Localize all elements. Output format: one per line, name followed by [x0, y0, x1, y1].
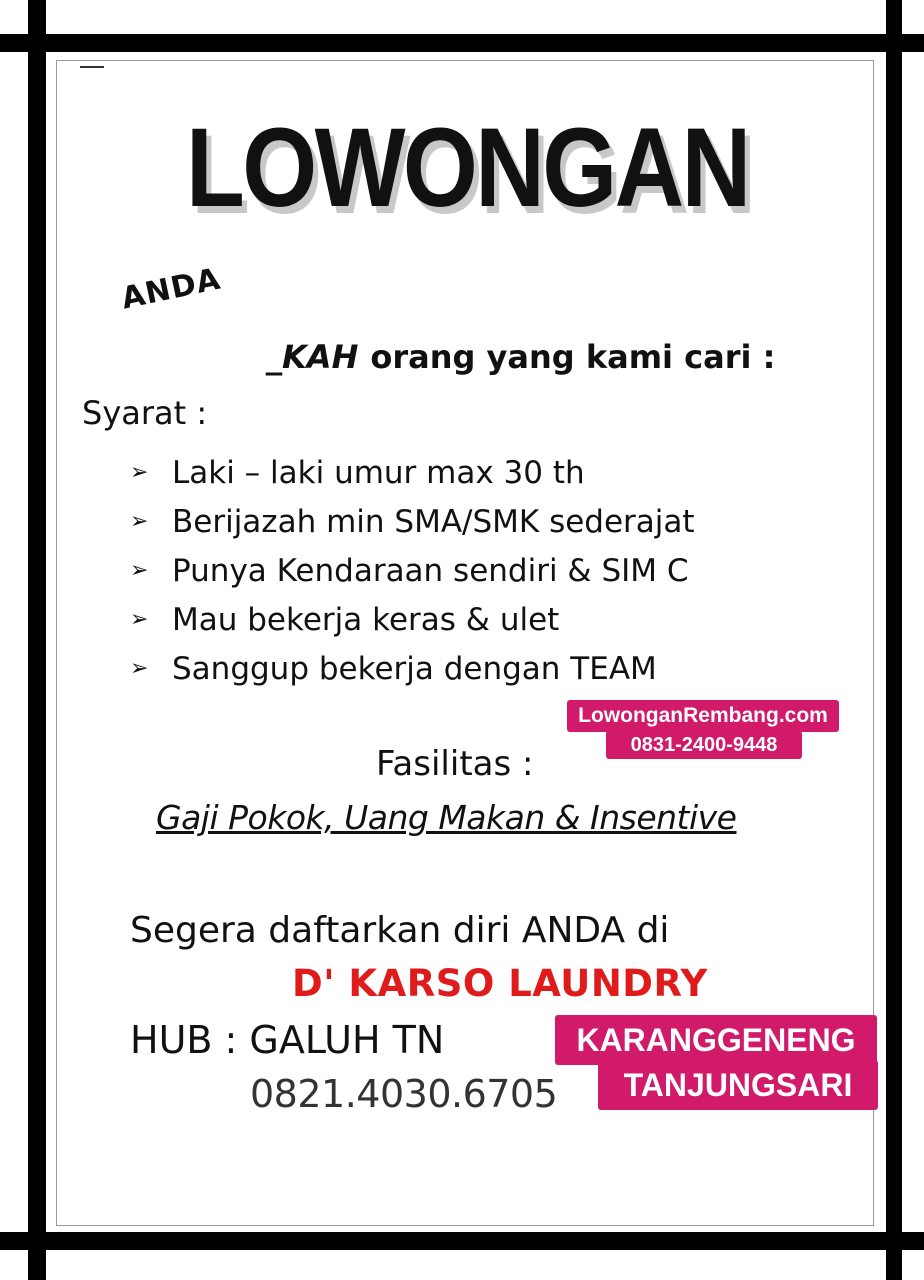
requirement-text: Berijazah min SMA/SMK sederajat	[172, 503, 695, 540]
tagline	[266, 338, 775, 376]
frame-bar-left	[28, 0, 46, 1280]
headline: LOWONGAN	[186, 105, 749, 230]
list-item	[130, 497, 695, 546]
tagline-rest: orang yang kami cari :	[370, 338, 776, 376]
list-item	[130, 644, 695, 693]
requirement-text: Punya Kendaraan sendiri & SIM C	[172, 552, 689, 589]
facilities-value: Gaji Pokok, Uang Makan & Insentive	[156, 798, 737, 837]
arrowhead-bullet-icon: ➢	[130, 460, 149, 485]
tagline-kah: _KAH	[266, 338, 359, 376]
frame-bar-top	[0, 34, 924, 52]
requirement-text: Sanggup bekerja dengan TEAM	[172, 650, 657, 687]
arrowhead-bullet-icon: ➢	[130, 656, 149, 681]
requirements-label: Syarat :	[82, 394, 208, 432]
requirement-text: Mau bekerja keras & ulet	[172, 601, 560, 638]
corner-mark	[80, 66, 104, 68]
list-item	[130, 595, 695, 644]
requirement-text: Laki – laki umur max 30 th	[172, 454, 585, 491]
arrowhead-bullet-icon: ➢	[130, 509, 149, 534]
company-name: D' KARSO LAUNDRY	[292, 962, 708, 1005]
list-item	[130, 546, 695, 595]
watermark-site-badge: LowonganRembang.com	[567, 700, 839, 732]
contact-phone: 0821.4030.6705	[250, 1072, 558, 1116]
arrowhead-bullet-icon: ➢	[130, 607, 149, 632]
location-badge-line2: TANJUNGSARI	[598, 1060, 878, 1110]
requirements-list	[130, 448, 695, 693]
anda-label: ANDA	[118, 261, 224, 317]
arrowhead-bullet-icon: ➢	[130, 558, 149, 583]
contact-person: HUB : GALUH TN	[130, 1018, 445, 1062]
frame-bar-bottom	[0, 1232, 924, 1250]
frame-bar-right	[886, 0, 902, 1280]
list-item	[130, 448, 695, 497]
call-to-action: Segera daftarkan diri ANDA di	[130, 910, 670, 951]
location-badge-line1: KARANGGENENG	[555, 1015, 877, 1065]
watermark-phone-badge: 0831-2400-9448	[606, 731, 802, 759]
facilities-label: Fasilitas :	[376, 744, 534, 784]
